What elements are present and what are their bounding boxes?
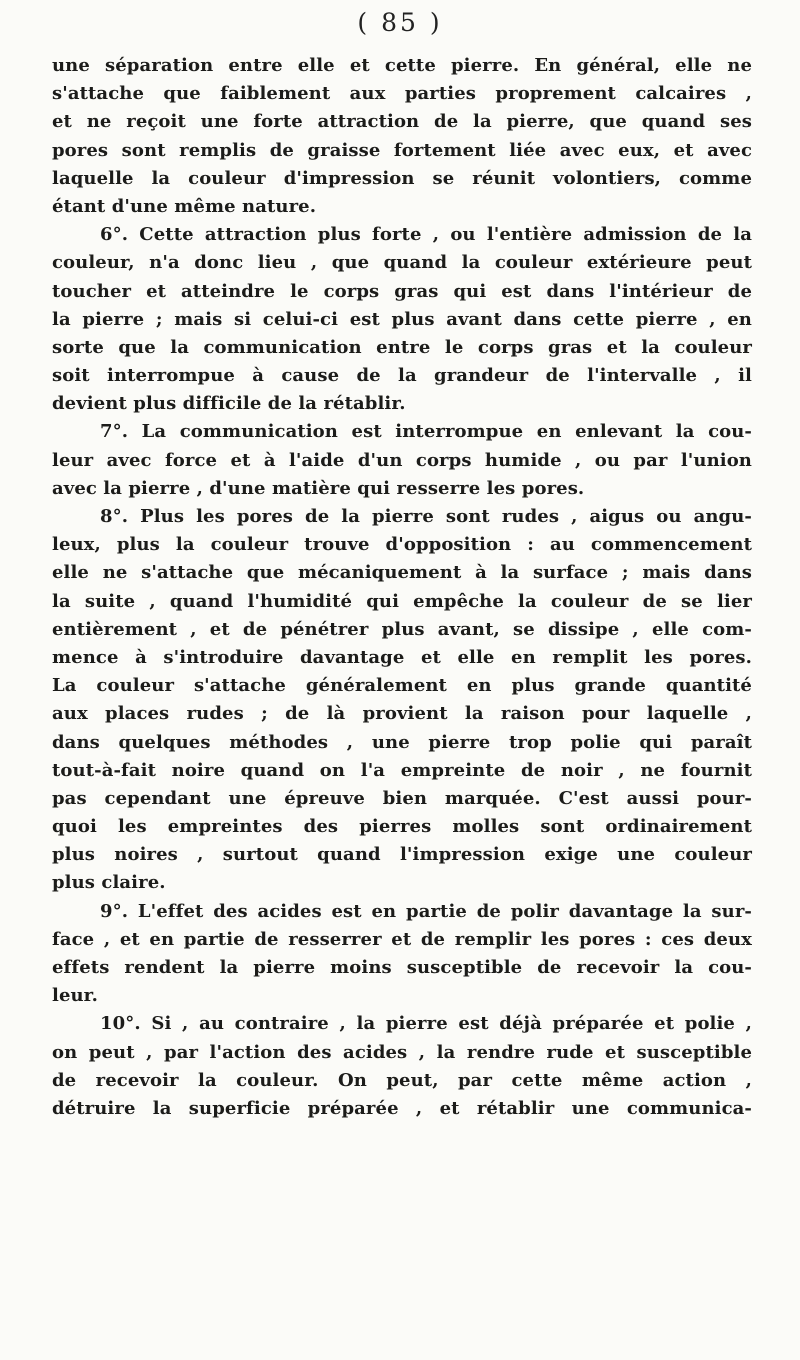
text-line: la suite , quand l'humidité qui empêche la couleur de se lier bbox=[52, 590, 752, 612]
text-line: la pierre ; mais si celui-ci est plus avant dans cette pierre , en bbox=[52, 308, 752, 330]
text-line: laquelle la couleur d'impression se réunit volontiers, comme bbox=[52, 167, 752, 189]
text-line: pas cependant une épreuve bien marquée. C'est aussi pour- bbox=[52, 787, 752, 809]
text-line: 9°. L'effet des acides est en partie de polir davantage la sur- bbox=[100, 900, 752, 922]
text-line: soit interrompue à cause de la grandeur de l'intervalle , il bbox=[52, 365, 752, 387]
text-line: étant d'une même nature. bbox=[52, 195, 317, 217]
text-line: quoi les empreintes des pierres molles sont ordinairement bbox=[52, 816, 752, 838]
text-line: couleur, n'a donc lieu , que quand la couleur extérieure peut bbox=[52, 252, 752, 274]
text-line: leux, plus la couleur trouve d'opposition : au commencement bbox=[52, 534, 752, 556]
page-number: ( 85 ) bbox=[357, 8, 443, 37]
text-line: de recevoir la couleur. On peut, par cette même action , bbox=[52, 1069, 752, 1091]
text-line: 10°. Si , au contraire , la pierre est déjà préparée et polie , bbox=[100, 1013, 752, 1035]
text-line: La couleur s'attache généralement en plus grande quantité bbox=[52, 675, 752, 697]
text-line: avec la pierre , d'une matière qui resserre les pores. bbox=[52, 477, 585, 499]
text-line: devient plus difficile de la rétablir. bbox=[52, 393, 406, 415]
text-line: 7°. La communication est interrompue en enlevant la cou- bbox=[100, 421, 752, 443]
text-line: 8°. Plus les pores de la pierre sont rudes , aigus ou angu- bbox=[100, 506, 752, 527]
text-line: une séparation entre elle et cette pierre. En général, elle ne bbox=[52, 55, 752, 76]
text-line: leur avec force et à l'aide d'un corps humide , ou par l'union bbox=[52, 449, 752, 471]
text-line: entièrement , et de pénétrer plus avant, se dissipe , elle com- bbox=[52, 618, 752, 640]
text-line: tout-à-fait noire quand on l'a empreinte de noir , ne fournit bbox=[52, 759, 752, 781]
body-text bbox=[52, 52, 752, 1123]
text-line: elle ne s'attache que mécaniquement à la surface ; mais dans bbox=[52, 562, 752, 584]
text-line: plus noires , surtout quand l'impression exige une couleur bbox=[52, 844, 752, 866]
text-line: mence à s'introduire davantage et elle en remplit les pores. bbox=[52, 646, 752, 668]
text-line: détruire la superficie préparée , et rétablir une communica- bbox=[52, 1097, 752, 1119]
text-line: toucher et atteindre le corps gras qui est dans l'intérieur de bbox=[52, 280, 752, 302]
text-line: plus claire. bbox=[52, 872, 166, 894]
text-line: leur. bbox=[52, 985, 98, 1007]
text-line: s'attache que faiblement aux parties proprement calcaires , bbox=[52, 83, 752, 105]
text-line: 6°. Cette attraction plus forte , ou l'entière admission de la bbox=[100, 224, 752, 246]
text-line: pores sont remplis de graisse fortement liée avec eux, et avec bbox=[52, 139, 752, 161]
text-line: aux places rudes ; de là provient la raison pour laquelle , bbox=[52, 703, 752, 725]
text-line: on peut , par l'action des acides , la rendre rude et susceptible bbox=[52, 1041, 752, 1063]
text-line: dans quelques méthodes , une pierre trop polie qui paraît bbox=[52, 731, 752, 753]
text-line: sorte que la communication entre le corps gras et la couleur bbox=[52, 336, 752, 358]
text-line: face , et en partie de resserrer et de remplir les pores : ces deux bbox=[52, 928, 752, 950]
text-line: effets rendent la pierre moins susceptible de recevoir la cou- bbox=[52, 957, 752, 978]
text-line: et ne reçoit une forte attraction de la pierre, que quand ses bbox=[52, 111, 752, 133]
